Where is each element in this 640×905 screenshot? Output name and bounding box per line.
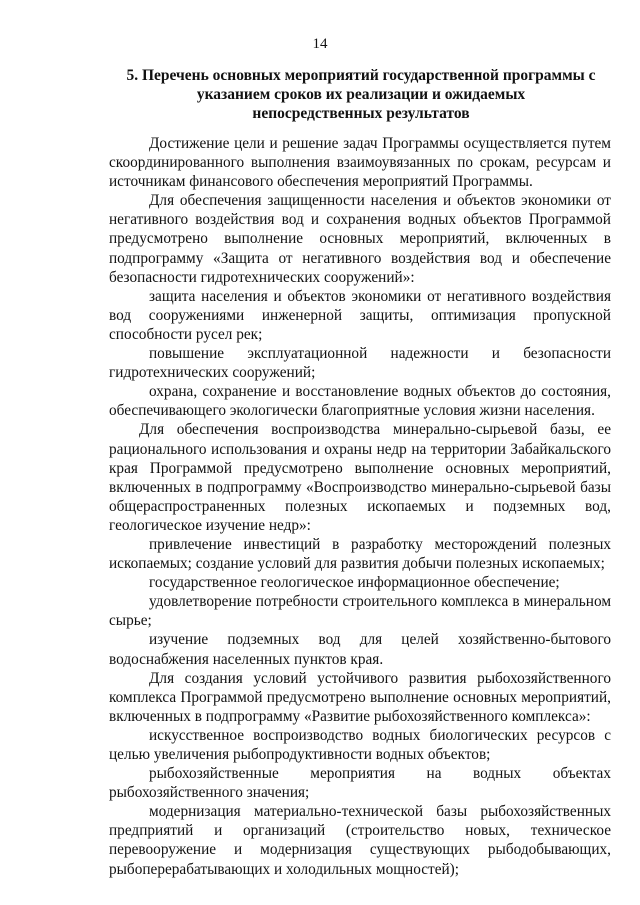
document-body (109, 134, 611, 879)
paragraph (109, 573, 611, 592)
paragraph-line: сырье; (109, 612, 152, 630)
paragraph (109, 630, 611, 668)
paragraph-line: гидротехнических сооружений; (109, 364, 316, 382)
paragraph-line: государственное геологическое информационное обеспечение; (149, 574, 560, 592)
paragraph-line: изучение подземных вод для целей хозяйственно-бытового (149, 631, 611, 649)
paragraph-line: способности русел рек; (109, 325, 263, 343)
paragraph (109, 592, 611, 630)
paragraph-line: общераспространенных полезных ископаемых и подземных вод, (109, 497, 611, 515)
paragraph-line: предприятий и организаций (строительство новых, техническое (109, 822, 611, 840)
paragraph-line: рыбоперерабатывающих и холодильных мощностей); (109, 860, 460, 878)
paragraph-line: рыбохозяйственного значения; (109, 784, 310, 802)
paragraph-line: источникам финансового обеспечения мероприятий Программы. (109, 173, 533, 191)
paragraph (109, 134, 611, 191)
paragraph (109, 726, 611, 764)
paragraph-line: обеспечивающего экологически благоприятные условия жизни населения. (109, 402, 595, 420)
page-number: 14 (312, 36, 328, 52)
paragraph-line: скоординированного выполнения взаимоувязанных по срокам, ресурсам и (109, 154, 611, 172)
paragraph-line: ископаемых; создание условий для развития добычи полезных ископаемых; (109, 555, 605, 573)
paragraph (109, 287, 611, 344)
paragraph-line: Достижение цели и решение задач Программы осуществляется путем (149, 135, 611, 152)
paragraph-line: края Программой предусмотрено выполнение основных мероприятий, (109, 459, 611, 477)
paragraph (109, 420, 611, 535)
heading-line: непосредственных результатов (252, 105, 470, 122)
paragraph-line: рационального использования и охраны недр на территории Забайкальского (109, 440, 611, 458)
heading-line: 5. Перечень основных мероприятий государственной программы с (126, 67, 596, 84)
paragraph-line: Для обеспечения воспроизводства минерально-сырьевой базы, ее (139, 421, 611, 439)
section-heading (112, 66, 610, 123)
paragraph-line: включенных в подпрограмму «Воспроизводство минерально-сырьевой базы (109, 478, 611, 496)
paragraph-line: защита населения и объектов экономики от негативного воздействия (149, 287, 611, 305)
paragraph-line: привлечение инвестиций в разработку месторождений полезных (149, 535, 611, 553)
paragraph (109, 802, 611, 878)
paragraph-line: водоснабжения населенных пунктов края. (109, 650, 384, 668)
paragraph (109, 535, 611, 573)
heading-line: указанием сроков их реализации и ожидаемых (196, 86, 526, 103)
paragraph-line: негативного воздействия вод и сохранения водных объектов Программой (109, 211, 611, 229)
paragraph-line: включенных в подпрограмму «Развитие рыбохозяйственного комплекса»: (109, 707, 591, 725)
paragraph-line: безопасности гидротехнических сооружений»: (109, 268, 415, 286)
paragraph-line: модернизация материально-технической базы рыбохозяйственных (149, 803, 611, 821)
paragraph-line: перевооружение и модернизация существующих рыбодобывающих, (109, 841, 611, 859)
paragraph-line: рыбохозяйственные мероприятия на водных объектах (149, 765, 611, 783)
paragraph (109, 382, 611, 420)
paragraph-line: предусмотрено выполнение основных мероприятий, включенных в (109, 230, 611, 248)
paragraph (109, 191, 611, 286)
paragraph-line: Для обеспечения защищенности населения и объектов экономики от (149, 192, 611, 210)
paragraph-line: вод сооружениями инженерной защиты, оптимизация пропускной (109, 306, 611, 324)
paragraph-line: охрана, сохранение и восстановление водных объектов до состояния, (149, 383, 611, 401)
paragraph-line: подпрограмму «Защита от негативного воздействия вод и обеспечение (109, 249, 611, 267)
paragraph-line: геологическое изучение недр»: (109, 516, 311, 534)
paragraph-line: повышение эксплуатационной надежности и безопасности (149, 345, 611, 363)
paragraph (109, 344, 611, 382)
paragraph-line: комплекса Программой предусмотрено выполнение основных мероприятий, (109, 688, 611, 706)
paragraph-line: удовлетворение потребности строительного комплекса в минеральном (149, 593, 611, 611)
paragraph-line: Для создания условий устойчивого развития рыбохозяйственного (149, 669, 611, 687)
paragraph (109, 764, 611, 802)
paragraph-line: целью увеличения рыбопродуктивности водных объектов; (109, 746, 491, 763)
paragraph-line: искусственное воспроизводство водных биологических ресурсов с (149, 726, 611, 744)
paragraph (109, 669, 611, 726)
